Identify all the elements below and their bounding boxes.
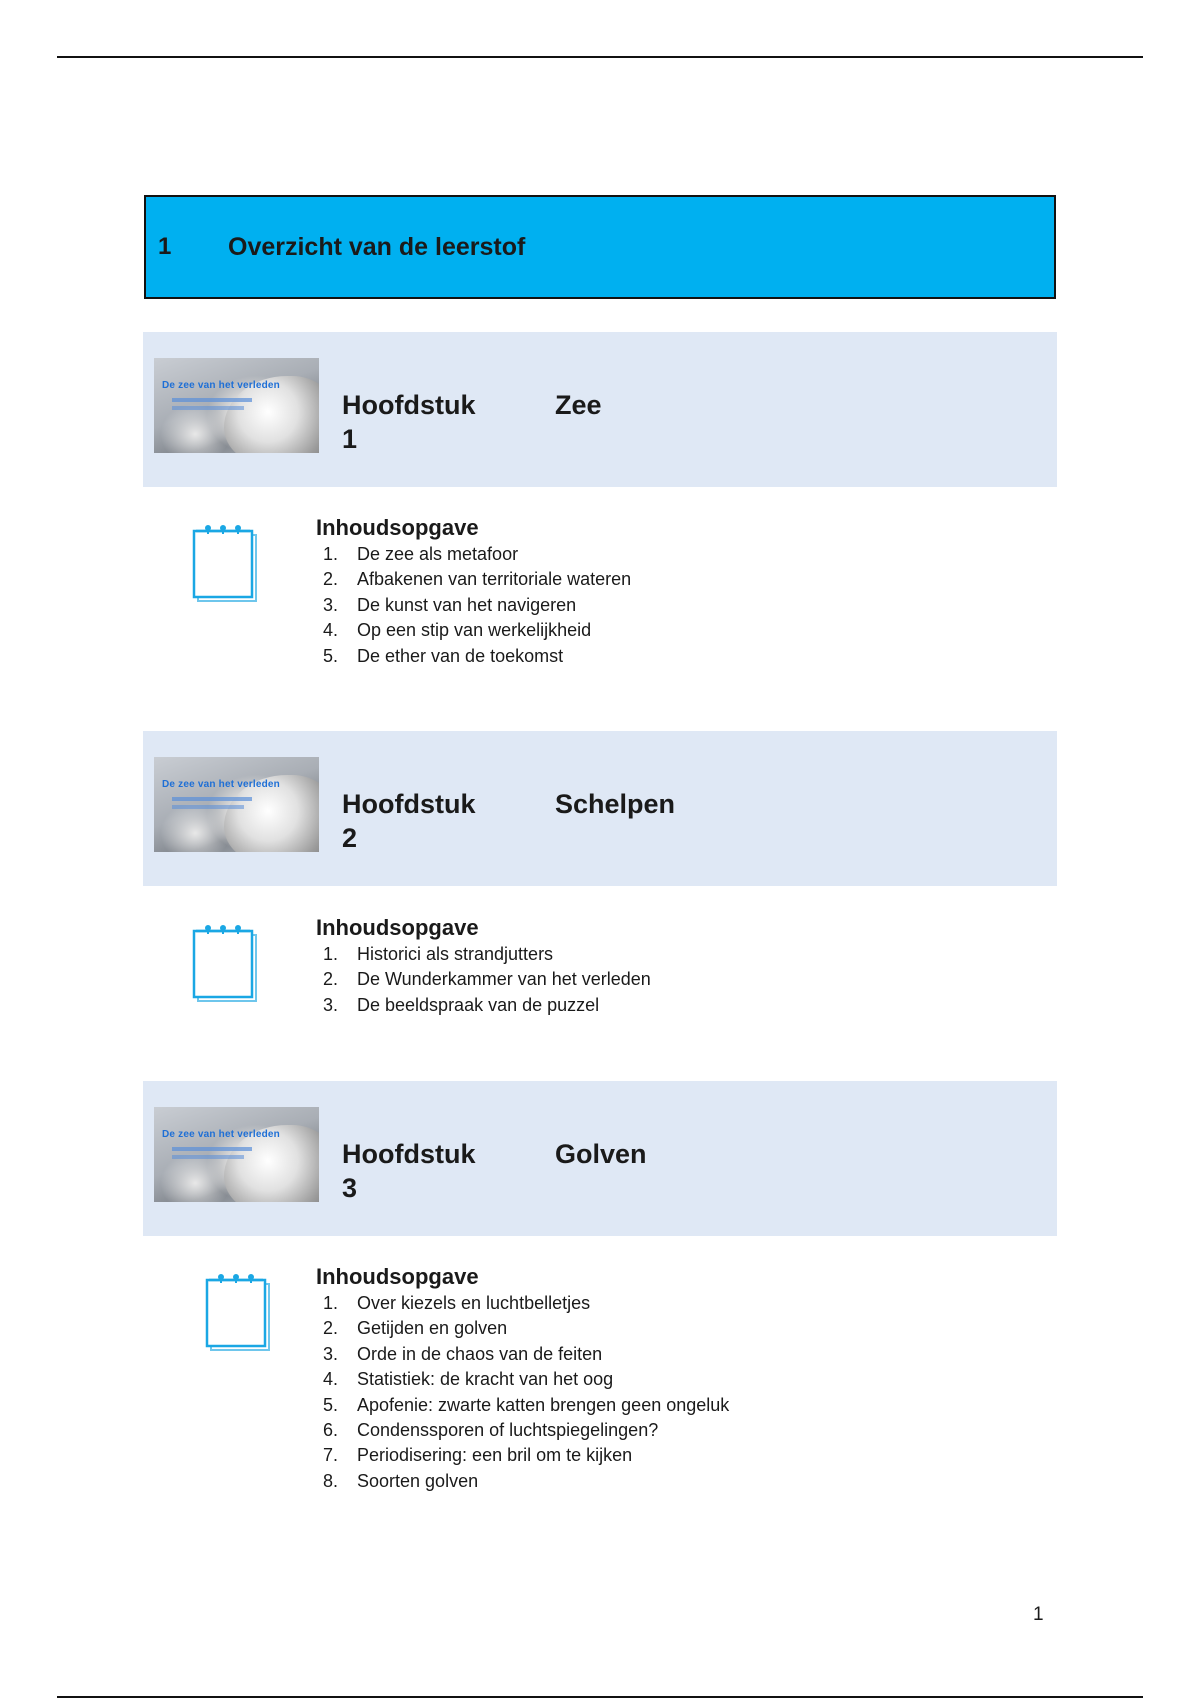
chapter-thumbnail (154, 358, 319, 453)
toc-heading: Inhoudsopgave (316, 515, 479, 540)
chapter-label (342, 1137, 492, 1205)
thumbnail-subcaption-line (172, 1155, 244, 1159)
bottom-rule (57, 1696, 1143, 1698)
toc-item (316, 567, 631, 592)
toc-item (316, 1367, 729, 1392)
thumbnail-subcaption-line (172, 406, 244, 410)
toc-item-number: 5. (323, 1394, 339, 1415)
toc-item (316, 1291, 729, 1316)
chapter-name: Zee (555, 390, 602, 420)
thumbnail-subcaption-line (172, 1147, 252, 1151)
toc-item-number: 1. (323, 1293, 339, 1313)
toc-item-number: 8. (323, 1470, 339, 1491)
notepad-icon (190, 922, 260, 1004)
toc-item (316, 967, 651, 992)
toc-item (316, 1393, 729, 1418)
toc-item (316, 1316, 729, 1341)
toc-item-text: Getijden en golven (357, 1318, 508, 1339)
toc-heading: Inhoudsopgave (316, 1264, 479, 1289)
toc-item-text: De beeldspraak van de puzzel (357, 994, 600, 1015)
toc-item-number: 6. (323, 1420, 339, 1441)
toc-item-number: 3. (323, 1343, 339, 1364)
toc-item-number: 5. (323, 645, 339, 666)
toc-item-text: De Wunderkammer van het verleden (357, 969, 651, 990)
toc-item (316, 942, 651, 967)
toc-item-text: Op een stip van werkelijkheid (357, 620, 592, 641)
toc-item (316, 1443, 729, 1468)
toc-item-number: 3. (323, 594, 339, 615)
chapter-label-text: Hoofdstuk (342, 1139, 476, 1169)
chapter-number: 2 (342, 823, 358, 853)
chapter-thumbnail (154, 1107, 319, 1202)
chapter-label-text: Hoofdstuk (342, 390, 476, 420)
chapter-label (342, 787, 492, 855)
toc-item-number: 2. (323, 969, 339, 990)
toc-item-number: 1. (323, 944, 339, 964)
toc-item (316, 1418, 729, 1443)
toc-item-text: De kunst van het navigeren (357, 594, 577, 615)
toc-item-text: Periodisering: een bril om te kijken (357, 1445, 633, 1466)
toc-item (316, 1342, 729, 1367)
toc-item-number: 2. (323, 569, 339, 590)
toc-item-text: Afbakenen van territoriale wateren (357, 569, 632, 590)
chapter-label-text: Hoofdstuk (342, 789, 476, 819)
notepad-icon (203, 1271, 273, 1353)
toc-item-text: Over kiezels en luchtbelletjes (357, 1293, 591, 1313)
chapter-label (342, 388, 492, 456)
top-rule (57, 56, 1143, 58)
toc-item-number: 4. (323, 1369, 339, 1390)
toc-item-text: De ether van de toekomst (357, 645, 564, 666)
toc-item-number: 2. (323, 1318, 339, 1339)
toc-item-text: De zee als metafoor (357, 544, 519, 564)
thumbnail-caption: De zee van het verleden (162, 380, 280, 391)
toc-item (316, 644, 631, 669)
toc-list (316, 942, 651, 1018)
page-number: 1 (1033, 1604, 1044, 1625)
section-title: Overzicht van de leerstof (228, 232, 526, 261)
chapter-number: 1 (342, 424, 358, 454)
toc-item-text: Condenssporen of luchtspiegelingen? (357, 1420, 659, 1441)
toc-item-number: 7. (323, 1445, 339, 1466)
toc-heading: Inhoudsopgave (316, 915, 479, 940)
thumbnail-caption: De zee van het verleden (162, 1129, 280, 1140)
toc-item (316, 542, 631, 567)
toc-item-text: Statistiek: de kracht van het oog (357, 1369, 614, 1390)
chapter-thumbnail (154, 757, 319, 852)
toc-item-text: Historici als strandjutters (357, 944, 554, 964)
chapter-name: Golven (555, 1139, 647, 1169)
toc-item (316, 618, 631, 643)
toc-item-text: Soorten golven (357, 1470, 479, 1491)
section-header (144, 195, 1056, 299)
chapter-band (143, 332, 1057, 487)
toc-item (316, 993, 651, 1018)
thumbnail-subcaption-line (172, 797, 252, 801)
toc-item-number: 4. (323, 620, 339, 641)
chapter-band (143, 1081, 1057, 1236)
thumbnail-subcaption-line (172, 398, 252, 402)
thumbnail-subcaption-line (172, 805, 244, 809)
toc-item-number: 3. (323, 994, 339, 1015)
toc-item (316, 593, 631, 618)
toc-list (316, 1291, 729, 1494)
chapter-band (143, 731, 1057, 886)
thumbnail-caption: De zee van het verleden (162, 779, 280, 790)
toc-item (316, 1469, 729, 1494)
toc-item-text: Apofenie: zwarte katten brengen geen ongeluk (357, 1394, 730, 1415)
section-number: 1 (158, 233, 172, 260)
notepad-icon (190, 522, 260, 604)
toc-item-text: Orde in de chaos van de feiten (357, 1343, 603, 1364)
toc-list (316, 542, 631, 669)
toc-item-number: 1. (323, 544, 339, 564)
chapter-number: 3 (342, 1173, 358, 1203)
chapter-name: Schelpen (555, 789, 676, 819)
